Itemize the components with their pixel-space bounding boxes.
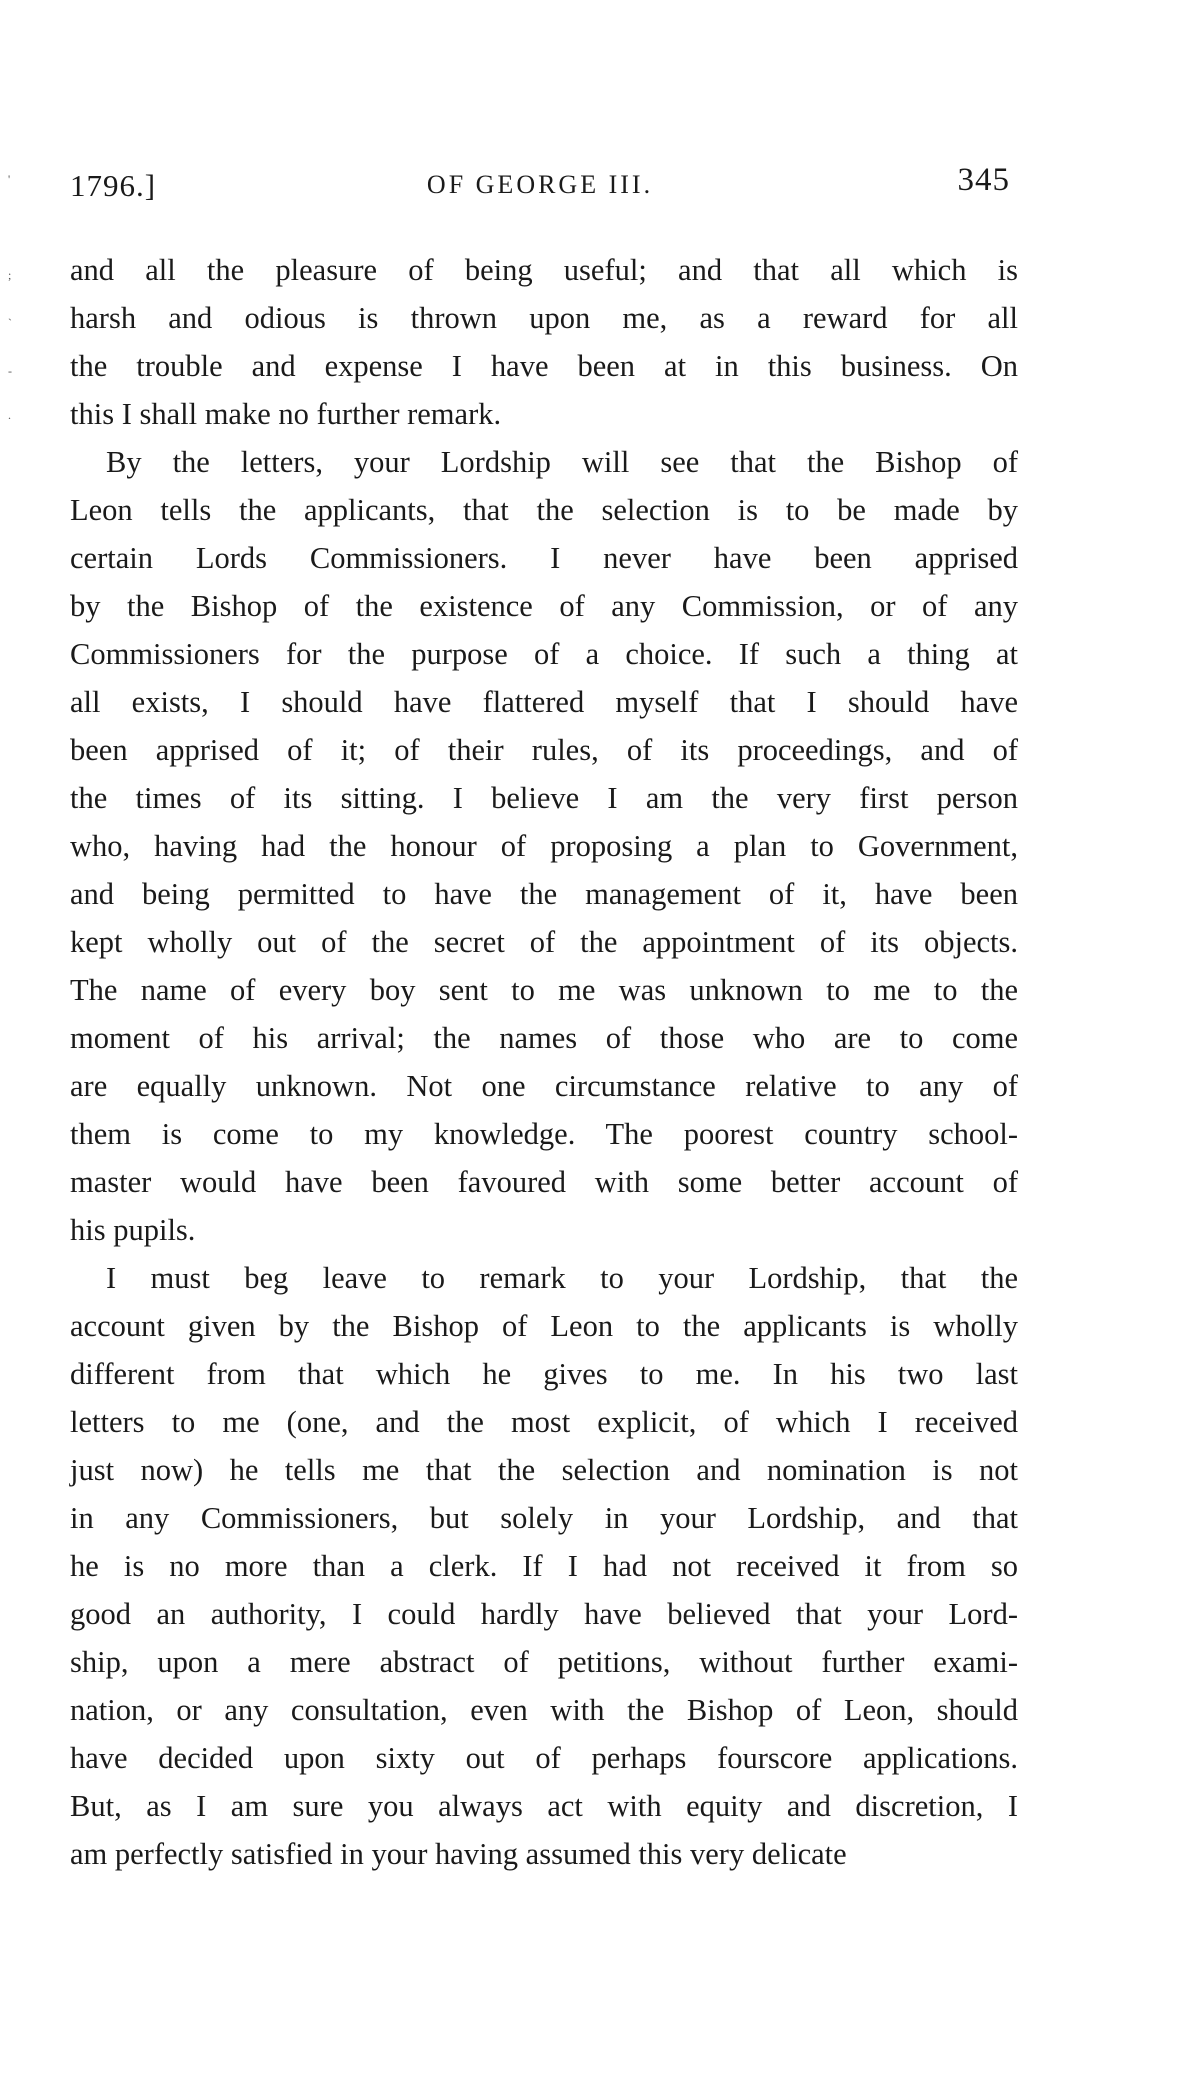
margin-mark: ; — [8, 268, 12, 282]
header-year: 1796.] — [70, 168, 157, 203]
text-line: this I shall make no further remark. — [70, 397, 502, 431]
text-line: good an authority, I could hardly have believed that your Lord- — [70, 1597, 1018, 1631]
text-line: been apprised of it; of their rules, of its proceedings, and of — [70, 733, 1018, 767]
text-line: just now) he tells me that the selection and nomination is not — [70, 1453, 1018, 1487]
text-line: Leon tells the applicants, that the selection is to be made by — [70, 493, 1018, 527]
margin-mark: - — [8, 364, 12, 378]
text-line: the trouble and expense I have been at in this business. On — [70, 349, 1018, 383]
margin-mark: . — [8, 408, 11, 422]
text-line: are equally unknown. Not one circumstance relative to any of — [70, 1069, 1018, 1103]
text-line: his pupils. — [70, 1213, 196, 1247]
text-line: ship, upon a mere abstract of petitions, without further exami- — [70, 1645, 1018, 1679]
text-line: he is no more than a clerk. If I had not received it from so — [70, 1549, 1018, 1583]
text-line: in any Commissioners, but solely in your Lordship, and that — [70, 1501, 1018, 1535]
text-line: and all the pleasure of being useful; and that all which is — [70, 253, 1018, 287]
text-line: different from that which he gives to me. In his two last — [70, 1357, 1018, 1391]
running-title: OF GEORGE III. — [426, 170, 654, 199]
paragraph — [70, 438, 1018, 1254]
text-line: moment of his arrival; the names of those who are to come — [70, 1021, 1018, 1055]
text-line: who, having had the honour of proposing a plan to Government, — [70, 829, 1018, 863]
text-line: the times of its sitting. I believe I am the very first person — [70, 781, 1018, 815]
paragraph — [70, 1254, 1018, 1878]
text-line: them is come to my knowledge. The poorest country school- — [70, 1117, 1018, 1151]
text-line: But, as I am sure you always act with equity and discretion, I — [70, 1789, 1018, 1823]
text-line: Commissioners for the purpose of a choice. If such a thing at — [70, 637, 1018, 671]
text-line: account given by the Bishop of Leon to the applicants is wholly — [70, 1309, 1018, 1343]
text-line: master would have been favoured with some better account of — [70, 1165, 1018, 1199]
text-line: harsh and odious is thrown upon me, as a reward for all — [70, 301, 1018, 335]
text-line: and being permitted to have the management of it, have been — [70, 877, 1018, 911]
body-text — [70, 246, 1018, 1878]
margin-mark: ' — [8, 172, 11, 186]
text-line: have decided upon sixty out of perhaps fourscore applications. — [70, 1741, 1018, 1775]
text-line: I must beg leave to remark to your Lordship, that the — [106, 1261, 1018, 1295]
text-line: certain Lords Commissioners. I never have been apprised — [70, 541, 1018, 575]
text-line: The name of every boy sent to me was unknown to me to the — [70, 973, 1018, 1007]
text-line: letters to me (one, and the most explicit, of which I received — [70, 1405, 1018, 1439]
text-line: By the letters, your Lordship will see that the Bishop of — [106, 445, 1018, 479]
text-line: am perfectly satisfied in your having assumed this very delicate — [70, 1837, 847, 1871]
text-line: kept wholly out of the secret of the appointment of its objects. — [70, 925, 1018, 959]
margin-mark: ` — [8, 316, 12, 330]
text-line: by the Bishop of the existence of any Commission, or of any — [70, 589, 1018, 623]
paragraph — [70, 246, 1018, 438]
text-line: all exists, I should have flattered myself that I should have — [70, 685, 1018, 719]
page-header — [70, 162, 1010, 212]
text-line: nation, or any consultation, even with the Bishop of Leon, should — [70, 1693, 1018, 1727]
page-number: 345 — [957, 162, 1010, 198]
